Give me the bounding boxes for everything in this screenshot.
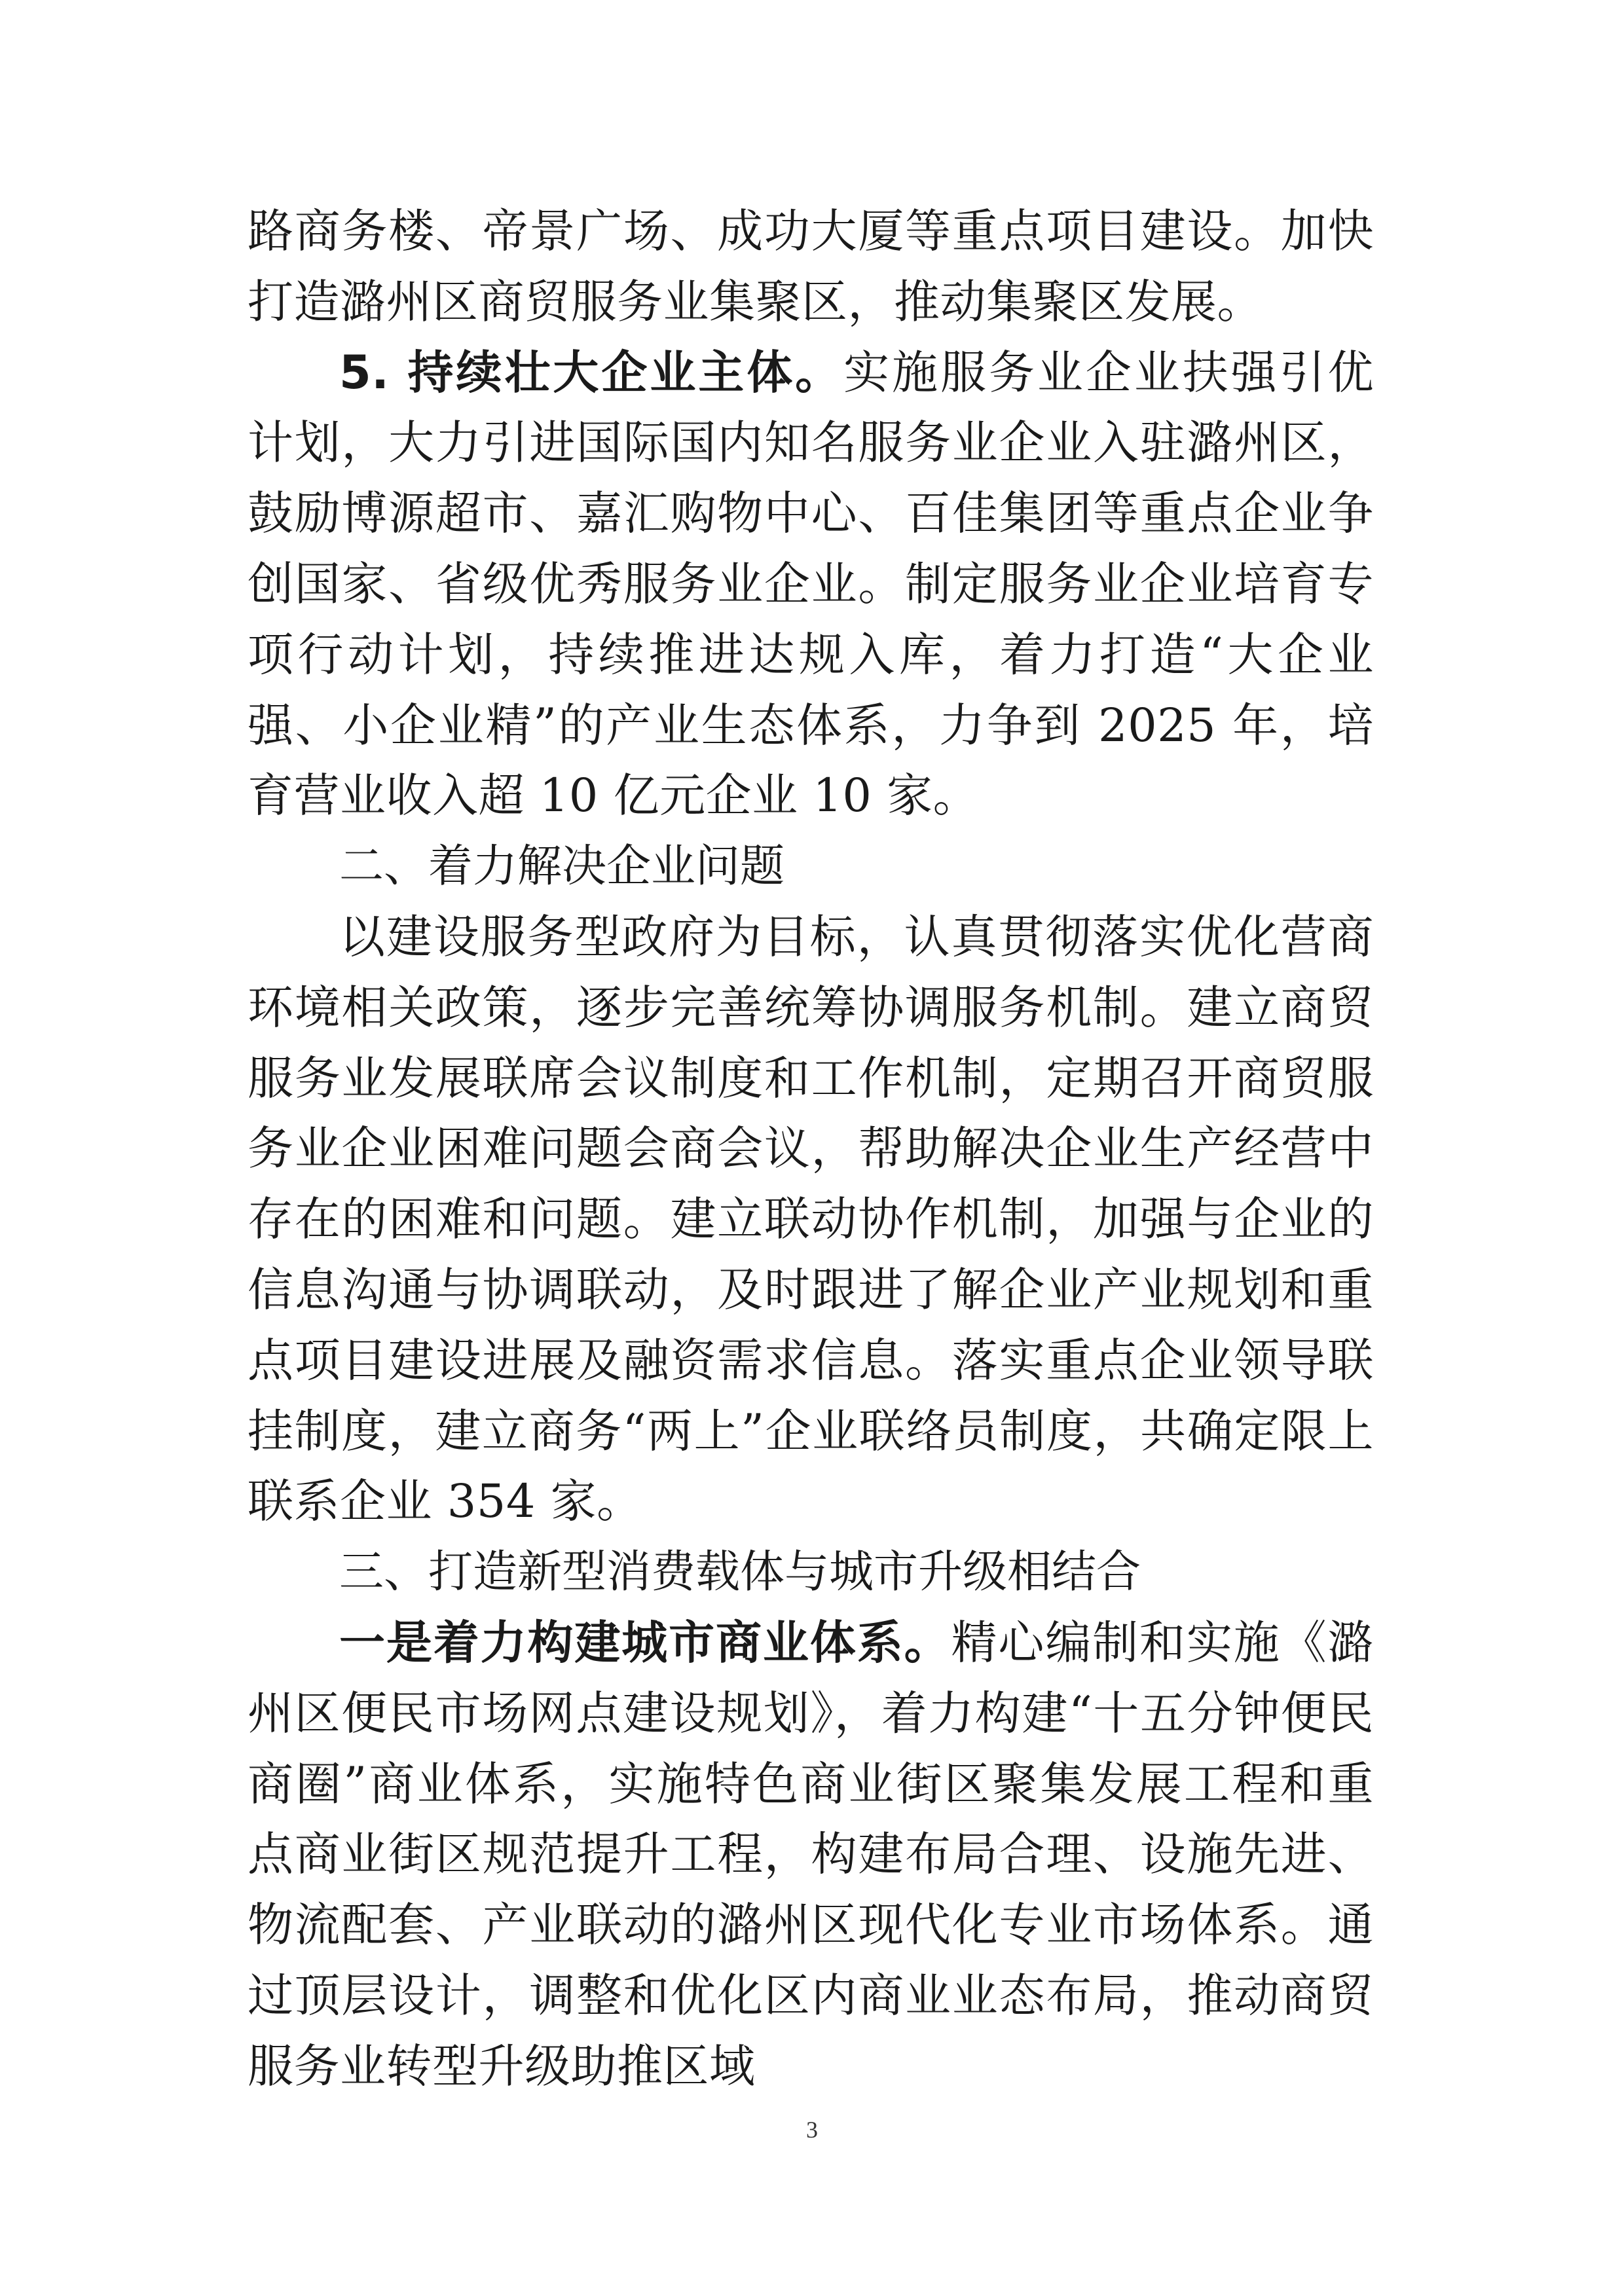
paragraph-service-government [248, 902, 1374, 1537]
paragraph-text: 实施服务业企业扶强引优计划，大力引进国际国内知名服务业企业入驻潞州区，鼓励博源超市、嘉汇购物中心、百佳集团等重点企业争创国家、省级优秀服务业企业。制定服务业企业培育专项行动计划，持续推进达规入库，着力打造“大企业强、小企业精”的产业生态体系，力争到 2025 年，培育营业收入超 10 亿元企业 10 家。 [248, 345, 1375, 823]
body-text [248, 196, 1374, 2102]
paragraph-urban-commerce [248, 1608, 1374, 2102]
paragraph-lead: 一是着力构建城市商业体系。 [339, 1615, 951, 1669]
section-heading-three: 三、打造新型消费载体与城市升级相结合 [339, 1546, 1141, 1599]
paragraph-lead: 5. 持续壮大企业主体。 [339, 345, 844, 399]
paragraph-text: 精心编制和实施《潞州区便民市场网点建设规划》，着力构建“十五分钟便民商圈”商业体系，实施特色商业街区聚集发展工程和重点商业街区规范提升工程，构建布局合理、设施先进、物流配套、产业联动的潞州区现代化专业市场体系。通过顶层设计，调整和优化区内商业业态布局，推动商贸服务业转型升级助推区域 [248, 1615, 1375, 2093]
paragraph-text: 路商务楼、帝景广场、成功大厦等重点项目建设。加快打造潞州区商贸服务业集聚区，推动集聚区发展。 [248, 204, 1374, 329]
paragraph-text: 以建设服务型政府为目标，认真贯彻落实优化营商环境相关政策，逐步完善统筹协调服务机制。建立商贸服务业发展联席会议制度和工作机制，定期召开商贸服务业企业困难问题会商会议，帮助解决企业生产经营中存在的困难和问题。建立联动协作机制，加强与企业的信息沟通与协调联动，及时跟进了解企业产业规划和重点项目建设进展及融资需求信息。落实重点企业领导联挂制度，建立商务“两上”企业联络员制度，共确定限上联系企业 354 家。 [248, 909, 1374, 1529]
paragraph-continuation [248, 196, 1374, 338]
page-number: 3 [806, 2117, 818, 2143]
section-heading-two: 二、着力解决企业问题 [339, 841, 785, 893]
paragraph-enterprise-entities [248, 338, 1374, 832]
